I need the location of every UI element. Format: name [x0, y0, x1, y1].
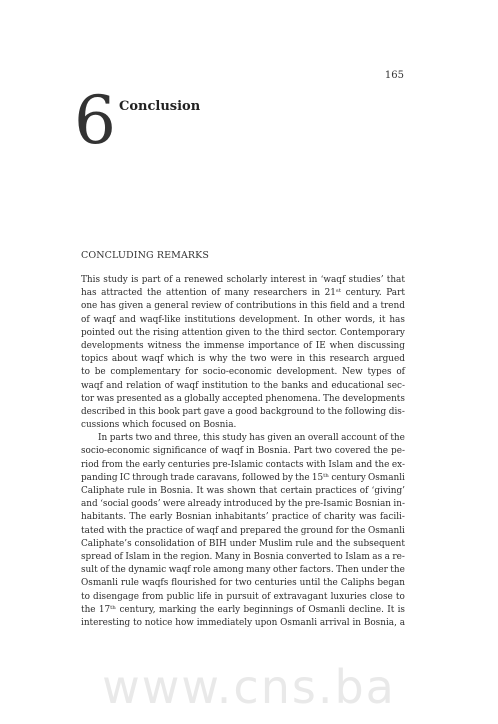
section-heading: CONCLUDING REMARKS [81, 250, 209, 261]
watermark: www.cns.ba [102, 660, 396, 714]
text-line: Osmanli rule waqfs flourished for two centuries until the Caliphs began [81, 578, 405, 589]
text-line: riod from the early centuries pre-Islamic contacts with Islam and the ex- [81, 459, 405, 470]
text-line: panding IC through trade caravans, followed by the 15ᵗʰ century Osmanli [81, 472, 405, 483]
text-line: Caliphate rule in Bosnia. It was shown that certain practices of ‘giving’ [81, 486, 405, 496]
text-line: developments witness the immense importance of IE when discussing [81, 340, 405, 351]
chapter-number: 6 [74, 82, 116, 159]
text-line: to be complementary for socio-economic development. New types of [81, 367, 405, 378]
text-line: cussions which focused on Bosnia. [81, 420, 237, 431]
paragraph-1 [81, 274, 405, 432]
text-line: sult of the dynamic waqf role among many other factors. Then under the [81, 565, 405, 576]
text-line: Caliphate’s consolidation of BIH under Muslim rule and the subsequent [81, 538, 405, 549]
body-text [81, 274, 405, 630]
chapter-title: Conclusion [119, 99, 201, 114]
text-line: to disengage from public life in pursuit of extravagant luxuries close to [81, 591, 405, 602]
text-line: pointed out the rising attention given to the third sector. Contemporary [81, 327, 405, 338]
text-line: and ‘social goods’ were already introduced by the pre-Isamic Bosnian in- [81, 499, 405, 510]
text-line: tor was presented as a globally accepted phenomena. The developments [81, 393, 405, 404]
text-line: the 17ᵗʰ century, marking the early beginnings of Osmanli decline. It is [81, 604, 405, 615]
text-line: has attracted the attention of many researchers in 21ˢᵗ century. Part [81, 288, 405, 299]
text-line: interesting to notice how immediately upon Osmanli arrival in Bosnia, a [81, 617, 405, 628]
text-line: tated with the practice of waqf and prepared the ground for the Osmanli [81, 525, 405, 536]
text-line: This study is part of a renewed scholarly interest in ‘waqf studies’ that [81, 275, 405, 285]
text-line: In parts two and three, this study has given an overall account of the [98, 433, 405, 444]
text-line: socio-economic significance of waqf in Bosnia. Part two covered the pe- [81, 446, 405, 457]
text-line: spread of Islam in the region. Many in Bosnia converted to Islam as a re- [81, 551, 405, 562]
text-line: described in this book part gave a good background to the following dis- [81, 406, 405, 417]
text-line: waqf and relation of waqf institution to the banks and educational sec- [81, 380, 405, 391]
text-line: of waqf and waqf-like institutions development. In other words, it has [81, 314, 405, 325]
paragraph-2 [81, 432, 405, 630]
text-line: topics about waqf which is why the two were in this research argued [81, 354, 405, 365]
text-line: one has given a general review of contributions in this field and a trend [81, 301, 405, 312]
page-number: 165 [384, 70, 404, 81]
text-line: habitants. The early Bosnian inhabitants’ practice of charity was facili- [81, 512, 405, 523]
